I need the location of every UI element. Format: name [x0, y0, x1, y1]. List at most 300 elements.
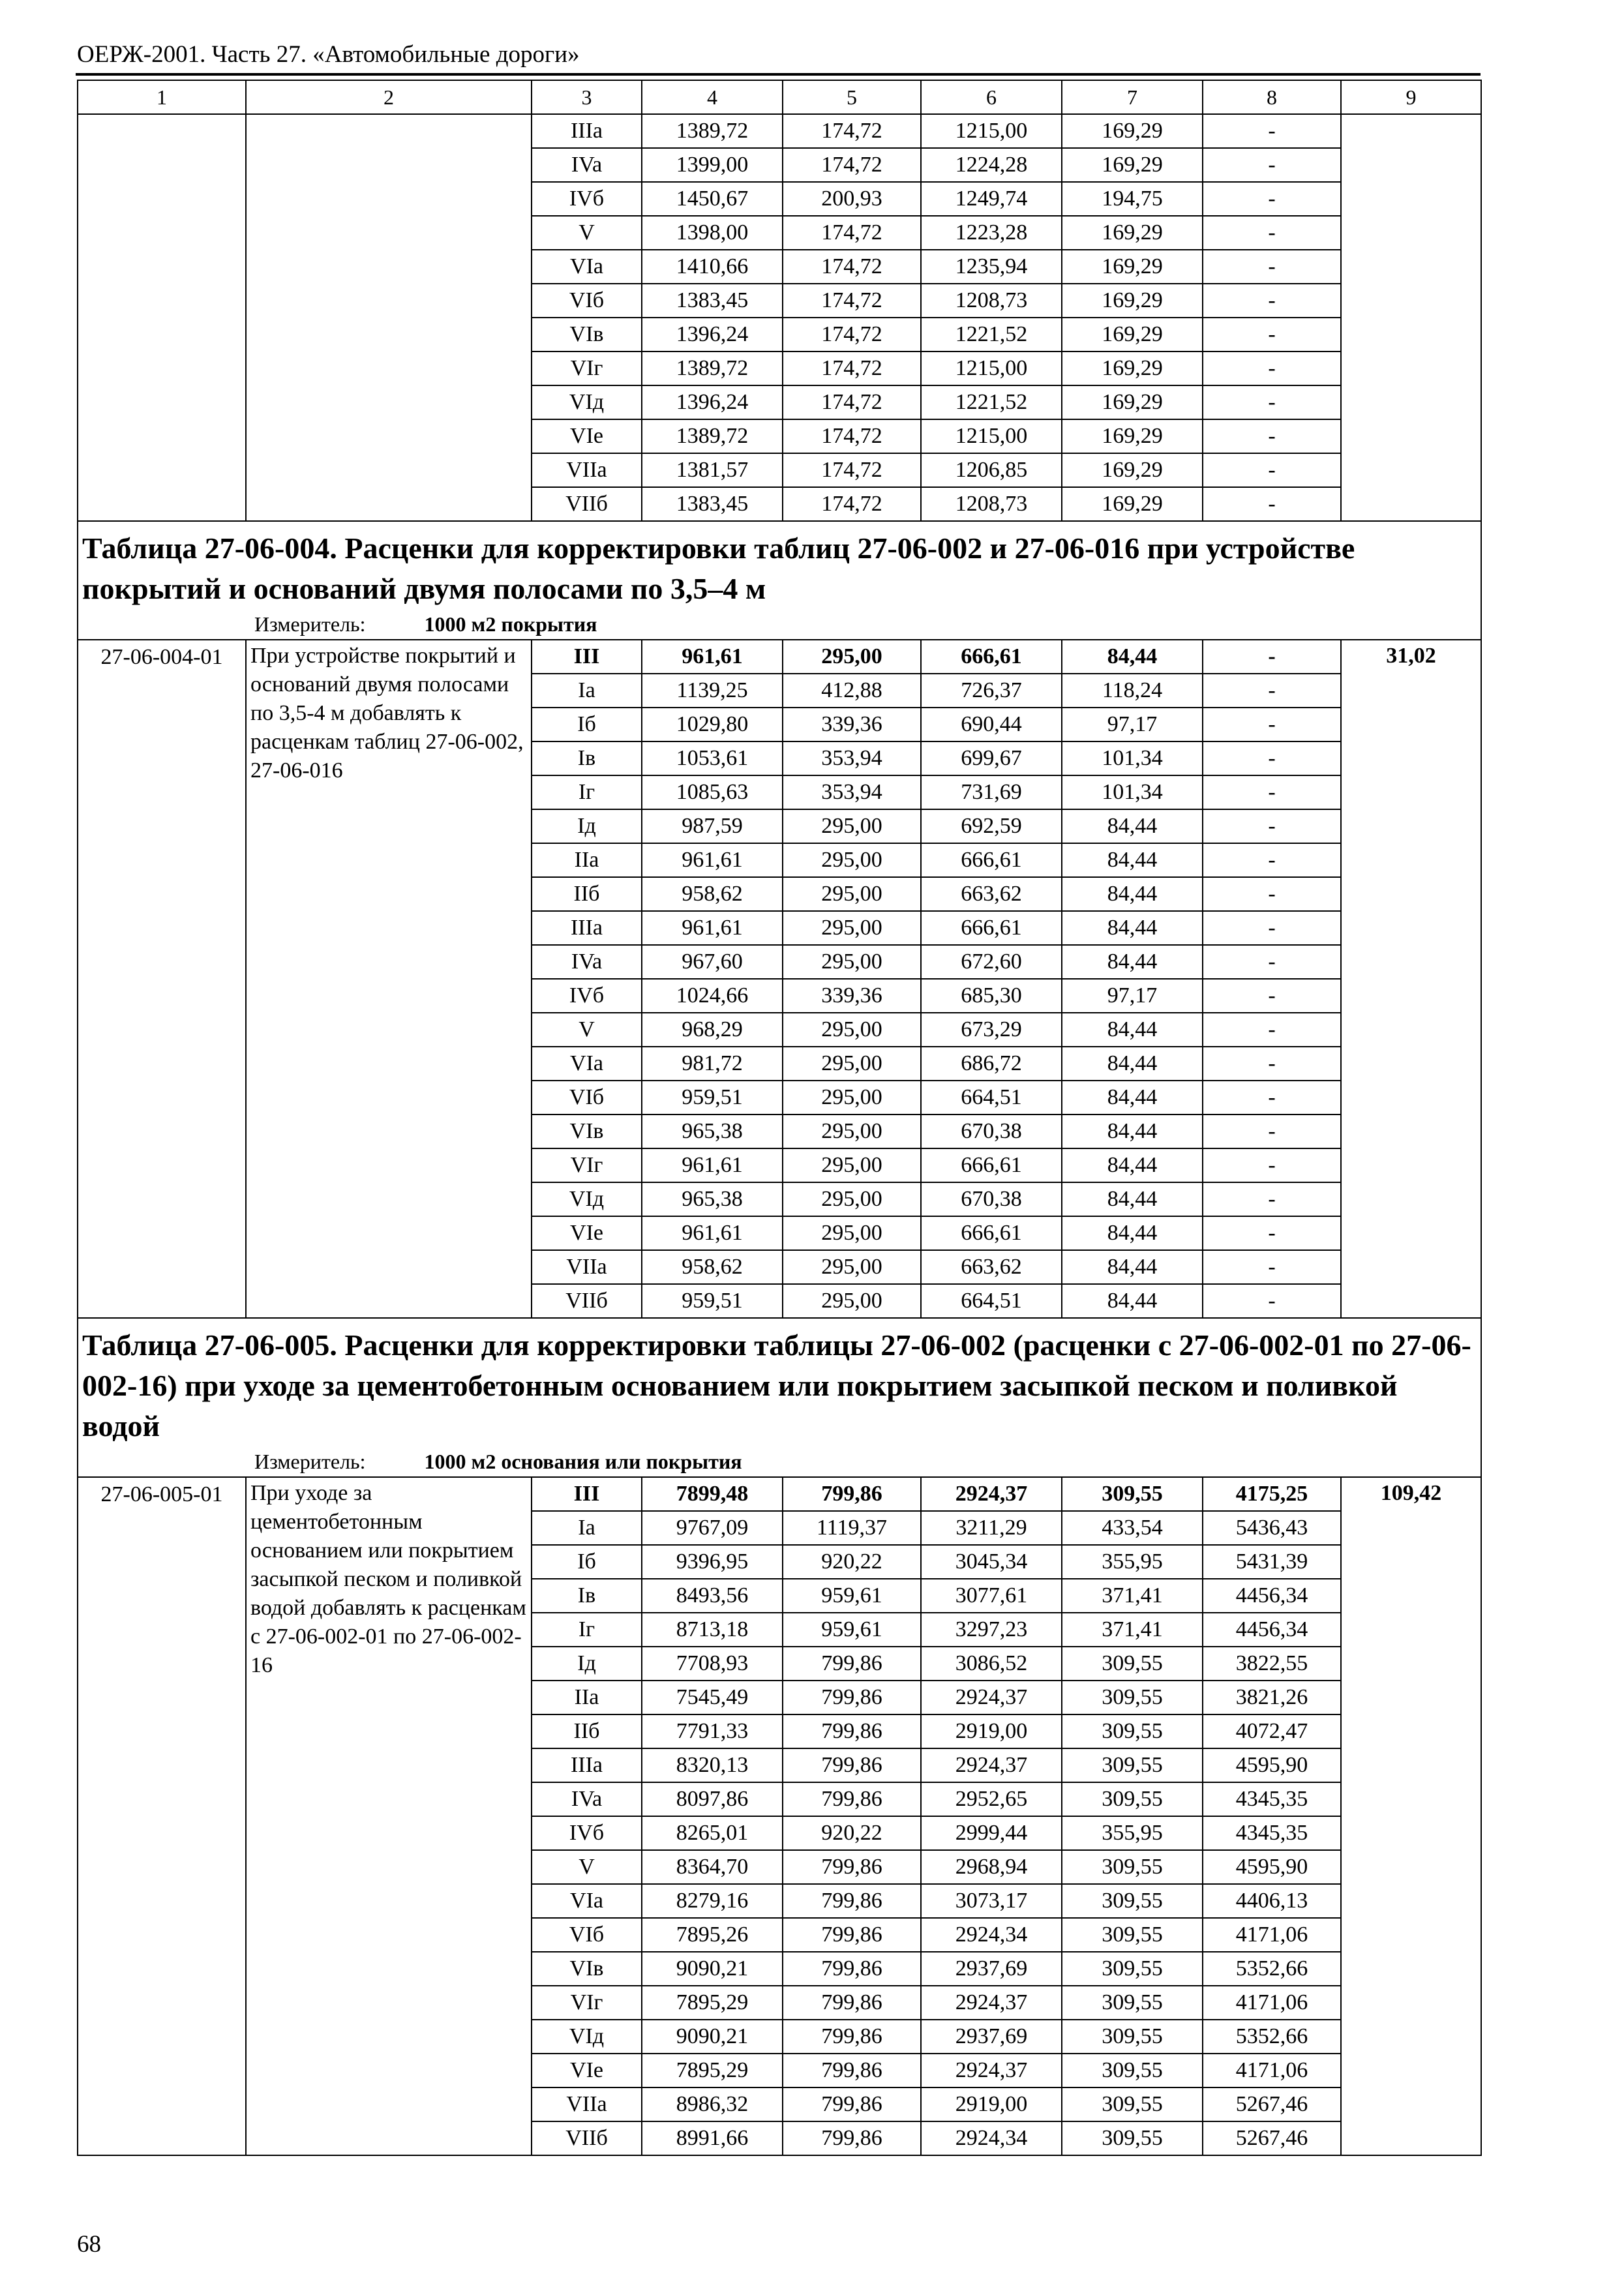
- region-code: VIIб: [532, 1284, 642, 1318]
- wages: 174,72: [783, 284, 921, 318]
- wages: 339,36: [783, 708, 921, 741]
- machine-cost: 699,67: [921, 741, 1062, 775]
- column-number: 7: [1062, 80, 1203, 114]
- column-number: 8: [1203, 80, 1341, 114]
- operator-wages: 169,29: [1062, 487, 1203, 521]
- machine-cost: 2999,44: [921, 1816, 1062, 1850]
- operator-wages: 84,44: [1062, 1216, 1203, 1250]
- machine-cost: 666,61: [921, 911, 1062, 945]
- wages: 799,86: [783, 1782, 921, 1816]
- operator-wages: 101,34: [1062, 741, 1203, 775]
- machine-cost: 673,29: [921, 1013, 1062, 1047]
- operator-wages: 84,44: [1062, 843, 1203, 877]
- table-title: Таблица 27-06-005. Расценки для корректировки таблицы 27-06-002 (расценки с 27-06-002-01 по 27-06-002-16) при уходе за цементобетонным основанием или покрытием засыпкой песком и поливкой водой: [78, 1318, 1481, 1446]
- operator-wages: 97,17: [1062, 708, 1203, 741]
- materials-cost: -: [1203, 708, 1341, 741]
- unit-label: Измеритель:: [254, 1450, 366, 1473]
- region-code: IIa: [532, 843, 642, 877]
- wages: 295,00: [783, 843, 921, 877]
- total-cost: 965,38: [642, 1115, 783, 1148]
- region-code: VIa: [532, 250, 642, 284]
- column-number: 3: [532, 80, 642, 114]
- wages: 799,86: [783, 1884, 921, 1918]
- total-cost: 8364,70: [642, 1850, 783, 1884]
- total-cost: 8279,16: [642, 1884, 783, 1918]
- header-rule: [76, 73, 1481, 76]
- region-code: IVб: [532, 979, 642, 1013]
- region-code: VIIб: [532, 2121, 642, 2155]
- machine-cost: 2924,34: [921, 1918, 1062, 1952]
- labor-cost-col9: 109,42: [1341, 1477, 1481, 2155]
- total-cost: 7895,29: [642, 2054, 783, 2087]
- column-number: 1: [78, 80, 246, 114]
- region-code: Ia: [532, 674, 642, 708]
- operator-wages: 169,29: [1062, 352, 1203, 385]
- total-cost: 958,62: [642, 1250, 783, 1284]
- total-cost: 7899,48: [642, 1477, 783, 1511]
- operator-wages: 194,75: [1062, 182, 1203, 216]
- total-cost: 1381,57: [642, 453, 783, 487]
- operator-wages: 84,44: [1062, 809, 1203, 843]
- materials-cost: -: [1203, 979, 1341, 1013]
- materials-cost: 4171,06: [1203, 2054, 1341, 2087]
- region-code: VIд: [532, 1182, 642, 1216]
- total-cost: 8991,66: [642, 2121, 783, 2155]
- region-code: VIe: [532, 2054, 642, 2087]
- operator-wages: 169,29: [1062, 318, 1203, 352]
- machine-cost: 1215,00: [921, 352, 1062, 385]
- table-title-row: [78, 1318, 1481, 1446]
- wages: 799,86: [783, 2121, 921, 2155]
- machine-cost: 1223,28: [921, 216, 1062, 250]
- labor-cost-col9: 31,02: [1341, 640, 1481, 1318]
- region-code: IIIa: [532, 1748, 642, 1782]
- materials-cost: 4072,47: [1203, 1714, 1341, 1748]
- operator-wages: 84,44: [1062, 1115, 1203, 1148]
- materials-cost: 5267,46: [1203, 2087, 1341, 2121]
- region-code: VIд: [532, 385, 642, 419]
- materials-cost: -: [1203, 216, 1341, 250]
- region-code: Iб: [532, 1545, 642, 1579]
- total-cost: 967,60: [642, 945, 783, 979]
- machine-cost: 666,61: [921, 1148, 1062, 1182]
- operator-wages: 84,44: [1062, 1013, 1203, 1047]
- total-cost: 1450,67: [642, 182, 783, 216]
- total-cost: 959,51: [642, 1284, 783, 1318]
- wages: 174,72: [783, 216, 921, 250]
- materials-cost: 4595,90: [1203, 1748, 1341, 1782]
- total-cost: 7708,93: [642, 1647, 783, 1681]
- materials-cost: -: [1203, 640, 1341, 674]
- operator-wages: 84,44: [1062, 1148, 1203, 1182]
- operator-wages: 309,55: [1062, 1782, 1203, 1816]
- operator-wages: 309,55: [1062, 2121, 1203, 2155]
- materials-cost: 4595,90: [1203, 1850, 1341, 1884]
- rates-table-body: [78, 80, 1481, 2155]
- total-cost: 1383,45: [642, 487, 783, 521]
- region-code: IVб: [532, 182, 642, 216]
- machine-cost: 1221,52: [921, 318, 1062, 352]
- region-code: VIIa: [532, 453, 642, 487]
- total-cost: 1410,66: [642, 250, 783, 284]
- operator-wages: 84,44: [1062, 911, 1203, 945]
- machine-cost: 3077,61: [921, 1579, 1062, 1613]
- materials-cost: -: [1203, 1081, 1341, 1115]
- region-code: VIa: [532, 1047, 642, 1081]
- machine-cost: 2919,00: [921, 1714, 1062, 1748]
- machine-cost: 670,38: [921, 1182, 1062, 1216]
- region-code: VIв: [532, 318, 642, 352]
- materials-cost: 3822,55: [1203, 1647, 1341, 1681]
- materials-cost: 4345,35: [1203, 1782, 1341, 1816]
- wages: 174,72: [783, 419, 921, 453]
- wages: 295,00: [783, 877, 921, 911]
- region-code: V: [532, 1013, 642, 1047]
- wages: 339,36: [783, 979, 921, 1013]
- materials-cost: -: [1203, 1148, 1341, 1182]
- machine-cost: 670,38: [921, 1115, 1062, 1148]
- wages: 799,86: [783, 1986, 921, 2020]
- total-cost: 1389,72: [642, 419, 783, 453]
- total-cost: 961,61: [642, 1216, 783, 1250]
- machine-cost: 690,44: [921, 708, 1062, 741]
- total-cost: 965,38: [642, 1182, 783, 1216]
- region-code: Iб: [532, 708, 642, 741]
- operator-wages: 84,44: [1062, 640, 1203, 674]
- wages: 799,86: [783, 1477, 921, 1511]
- total-cost: 8320,13: [642, 1748, 783, 1782]
- total-cost: 1053,61: [642, 741, 783, 775]
- rate-code: 27-06-004-01: [78, 640, 246, 1318]
- materials-cost: -: [1203, 1115, 1341, 1148]
- total-cost: 1024,66: [642, 979, 783, 1013]
- materials-cost: -: [1203, 419, 1341, 453]
- machine-cost: 2937,69: [921, 1952, 1062, 1986]
- total-cost: 8265,01: [642, 1816, 783, 1850]
- operator-wages: 309,55: [1062, 1647, 1203, 1681]
- operator-wages: 355,95: [1062, 1545, 1203, 1579]
- materials-cost: -: [1203, 284, 1341, 318]
- column-number: 2: [246, 80, 532, 114]
- machine-cost: 1215,00: [921, 419, 1062, 453]
- total-cost: 1396,24: [642, 318, 783, 352]
- operator-wages: 118,24: [1062, 674, 1203, 708]
- machine-cost: 663,62: [921, 1250, 1062, 1284]
- materials-cost: -: [1203, 1284, 1341, 1318]
- machine-cost: 2937,69: [921, 2020, 1062, 2054]
- materials-cost: -: [1203, 318, 1341, 352]
- machine-cost: 2924,37: [921, 1477, 1062, 1511]
- region-code: IVб: [532, 1816, 642, 1850]
- operator-wages: 84,44: [1062, 877, 1203, 911]
- operator-wages: 169,29: [1062, 216, 1203, 250]
- wages: 295,00: [783, 911, 921, 945]
- operator-wages: 101,34: [1062, 775, 1203, 809]
- operator-wages: 169,29: [1062, 114, 1203, 148]
- machine-cost: 2968,94: [921, 1850, 1062, 1884]
- materials-cost: 4456,34: [1203, 1613, 1341, 1647]
- region-code: VIa: [532, 1884, 642, 1918]
- operator-wages: 371,41: [1062, 1579, 1203, 1613]
- machine-cost: 692,59: [921, 809, 1062, 843]
- materials-cost: -: [1203, 674, 1341, 708]
- region-code: VIг: [532, 1148, 642, 1182]
- machine-cost: 1224,28: [921, 148, 1062, 182]
- region-code: VIe: [532, 1216, 642, 1250]
- materials-cost: -: [1203, 741, 1341, 775]
- operator-wages: 84,44: [1062, 1047, 1203, 1081]
- wages: 959,61: [783, 1613, 921, 1647]
- wages: 295,00: [783, 1250, 921, 1284]
- materials-cost: -: [1203, 1013, 1341, 1047]
- region-code: Iв: [532, 1579, 642, 1613]
- wages: 799,86: [783, 1748, 921, 1782]
- region-code: VIIa: [532, 2087, 642, 2121]
- unit-value: 1000 м2 основания или покрытия: [424, 1450, 742, 1473]
- materials-cost: 4171,06: [1203, 1986, 1341, 2020]
- materials-cost: 5267,46: [1203, 2121, 1341, 2155]
- materials-cost: 5436,43: [1203, 1511, 1341, 1545]
- region-code: V: [532, 216, 642, 250]
- total-cost: 8097,86: [642, 1782, 783, 1816]
- operator-wages: 84,44: [1062, 1250, 1203, 1284]
- machine-cost: 2924,34: [921, 2121, 1062, 2155]
- materials-cost: 5352,66: [1203, 1952, 1341, 1986]
- total-cost: 987,59: [642, 809, 783, 843]
- total-cost: 961,61: [642, 843, 783, 877]
- region-code: VIв: [532, 1952, 642, 1986]
- operator-wages: 169,29: [1062, 284, 1203, 318]
- machine-cost: 3086,52: [921, 1647, 1062, 1681]
- total-cost: 7545,49: [642, 1681, 783, 1714]
- machine-cost: 2924,37: [921, 1681, 1062, 1714]
- wages: 799,86: [783, 2087, 921, 2121]
- machine-cost: 686,72: [921, 1047, 1062, 1081]
- unit-row: [78, 1446, 1481, 1477]
- wages: 295,00: [783, 809, 921, 843]
- region-code: IIIa: [532, 114, 642, 148]
- materials-cost: 4171,06: [1203, 1918, 1341, 1952]
- materials-cost: -: [1203, 114, 1341, 148]
- wages: 174,72: [783, 148, 921, 182]
- materials-cost: -: [1203, 945, 1341, 979]
- wages: 799,86: [783, 1714, 921, 1748]
- wages: 353,94: [783, 741, 921, 775]
- operator-wages: 84,44: [1062, 1284, 1203, 1318]
- operator-wages: 84,44: [1062, 1182, 1203, 1216]
- operator-wages: 309,55: [1062, 1681, 1203, 1714]
- materials-cost: -: [1203, 385, 1341, 419]
- operator-wages: 169,29: [1062, 419, 1203, 453]
- wages: 799,86: [783, 1647, 921, 1681]
- wages: 295,00: [783, 1115, 921, 1148]
- region-code: VIг: [532, 352, 642, 385]
- page-number: 68: [77, 2231, 101, 2258]
- wages: 174,72: [783, 250, 921, 284]
- machine-cost: 1208,73: [921, 487, 1062, 521]
- total-cost: 961,61: [642, 640, 783, 674]
- region-code: VIв: [532, 1115, 642, 1148]
- operator-wages: 84,44: [1062, 1081, 1203, 1115]
- machine-cost: 2924,37: [921, 2054, 1062, 2087]
- materials-cost: -: [1203, 911, 1341, 945]
- total-cost: 1139,25: [642, 674, 783, 708]
- materials-cost: -: [1203, 1216, 1341, 1250]
- operator-wages: 371,41: [1062, 1613, 1203, 1647]
- page-header-title: ОЕРЖ-2001. Часть 27. «Автомобильные дороги»: [77, 41, 580, 68]
- total-cost: 981,72: [642, 1047, 783, 1081]
- materials-cost: -: [1203, 453, 1341, 487]
- materials-cost: -: [1203, 809, 1341, 843]
- unit-label: Измеритель:: [254, 612, 366, 636]
- operator-wages: 169,29: [1062, 148, 1203, 182]
- total-cost: 1389,72: [642, 352, 783, 385]
- operator-wages: 84,44: [1062, 945, 1203, 979]
- total-cost: 961,61: [642, 1148, 783, 1182]
- rates-table: [77, 80, 1482, 2156]
- wages: 174,72: [783, 487, 921, 521]
- materials-cost: -: [1203, 352, 1341, 385]
- materials-cost: -: [1203, 148, 1341, 182]
- operator-wages: 309,55: [1062, 1986, 1203, 2020]
- machine-cost: 672,60: [921, 945, 1062, 979]
- machine-cost: 2924,37: [921, 1748, 1062, 1782]
- operator-wages: 97,17: [1062, 979, 1203, 1013]
- region-code: IVa: [532, 1782, 642, 1816]
- region-code: IIa: [532, 1681, 642, 1714]
- column-number-row: [78, 80, 1481, 114]
- operator-wages: 309,55: [1062, 1918, 1203, 1952]
- region-code: IIб: [532, 877, 642, 911]
- wages: 799,86: [783, 1850, 921, 1884]
- materials-cost: -: [1203, 182, 1341, 216]
- wages: 295,00: [783, 640, 921, 674]
- wages: 353,94: [783, 775, 921, 809]
- materials-cost: -: [1203, 1182, 1341, 1216]
- region-code: VIб: [532, 1918, 642, 1952]
- table-row: [78, 640, 1481, 674]
- operator-wages: 309,55: [1062, 1952, 1203, 1986]
- table-title-row: [78, 521, 1481, 609]
- total-cost: 8986,32: [642, 2087, 783, 2121]
- wages: 799,86: [783, 2054, 921, 2087]
- operator-wages: 309,55: [1062, 1748, 1203, 1782]
- machine-cost: 664,51: [921, 1284, 1062, 1318]
- machine-cost: 1206,85: [921, 453, 1062, 487]
- region-code: VIIб: [532, 487, 642, 521]
- materials-cost: -: [1203, 487, 1341, 521]
- materials-cost: 3821,26: [1203, 1681, 1341, 1714]
- machine-cost: 1208,73: [921, 284, 1062, 318]
- total-cost: 958,62: [642, 877, 783, 911]
- materials-cost: -: [1203, 877, 1341, 911]
- wages: 295,00: [783, 1284, 921, 1318]
- region-code: Ia: [532, 1511, 642, 1545]
- total-cost: 1085,63: [642, 775, 783, 809]
- wages: 295,00: [783, 945, 921, 979]
- total-cost: 1396,24: [642, 385, 783, 419]
- total-cost: 8493,56: [642, 1579, 783, 1613]
- materials-cost: -: [1203, 1047, 1341, 1081]
- region-code: VIб: [532, 1081, 642, 1115]
- unit-value: 1000 м2 покрытия: [424, 612, 597, 636]
- wages: 295,00: [783, 1013, 921, 1047]
- wages: 295,00: [783, 1047, 921, 1081]
- description-cell: [246, 114, 532, 521]
- machine-cost: 3211,29: [921, 1511, 1062, 1545]
- region-code: III: [532, 1477, 642, 1511]
- column-number: 6: [921, 80, 1062, 114]
- wages: 1119,37: [783, 1511, 921, 1545]
- materials-cost: -: [1203, 843, 1341, 877]
- total-cost: 1398,00: [642, 216, 783, 250]
- total-cost: 968,29: [642, 1013, 783, 1047]
- wages: 174,72: [783, 453, 921, 487]
- total-cost: 9396,95: [642, 1545, 783, 1579]
- unit-row: [78, 609, 1481, 640]
- wages: 174,72: [783, 114, 921, 148]
- machine-cost: 663,62: [921, 877, 1062, 911]
- machine-cost: 2919,00: [921, 2087, 1062, 2121]
- machine-cost: 2924,37: [921, 1986, 1062, 2020]
- wages: 295,00: [783, 1148, 921, 1182]
- total-cost: 1383,45: [642, 284, 783, 318]
- machine-cost: 726,37: [921, 674, 1062, 708]
- column-number: 9: [1341, 80, 1481, 114]
- table-row: [78, 1477, 1481, 1511]
- region-code: Iг: [532, 775, 642, 809]
- wages: 959,61: [783, 1579, 921, 1613]
- machine-cost: 1215,00: [921, 114, 1062, 148]
- total-cost: 9090,21: [642, 1952, 783, 1986]
- total-cost: 1399,00: [642, 148, 783, 182]
- region-code: IVa: [532, 148, 642, 182]
- code-cell: [78, 114, 246, 521]
- materials-cost: 5352,66: [1203, 2020, 1341, 2054]
- wages: 920,22: [783, 1816, 921, 1850]
- operator-wages: 309,55: [1062, 2087, 1203, 2121]
- operator-wages: 169,29: [1062, 250, 1203, 284]
- materials-cost: 4175,25: [1203, 1477, 1341, 1511]
- wages: 295,00: [783, 1216, 921, 1250]
- unit-row: [78, 1446, 1481, 1477]
- machine-cost: 3045,34: [921, 1545, 1062, 1579]
- operator-wages: 355,95: [1062, 1816, 1203, 1850]
- region-code: VIг: [532, 1986, 642, 2020]
- total-cost: 959,51: [642, 1081, 783, 1115]
- machine-cost: 1235,94: [921, 250, 1062, 284]
- total-cost: 1389,72: [642, 114, 783, 148]
- wages: 174,72: [783, 352, 921, 385]
- machine-cost: 685,30: [921, 979, 1062, 1013]
- col9-cell: [1341, 114, 1481, 521]
- materials-cost: -: [1203, 775, 1341, 809]
- total-cost: 9767,09: [642, 1511, 783, 1545]
- machine-cost: 664,51: [921, 1081, 1062, 1115]
- machine-cost: 2952,65: [921, 1782, 1062, 1816]
- total-cost: 1029,80: [642, 708, 783, 741]
- region-code: Iв: [532, 741, 642, 775]
- operator-wages: 309,55: [1062, 1850, 1203, 1884]
- unit-row: [78, 609, 1481, 640]
- total-cost: 7791,33: [642, 1714, 783, 1748]
- machine-cost: 666,61: [921, 1216, 1062, 1250]
- operator-wages: 309,55: [1062, 1884, 1203, 1918]
- region-code: V: [532, 1850, 642, 1884]
- rate-description: При уходе за цементобетонным основанием или покрытием засыпкой песком и поливкой водой добавлять к расценкам с 27-06-002-01 по 27-06-002-16: [246, 1477, 532, 2155]
- table-title: Таблица 27-06-004. Расценки для корректировки таблиц 27-06-002 и 27-06-016 при устройстве покрытий и оснований двумя полосами по 3,5–4 м: [78, 521, 1481, 609]
- machine-cost: 3073,17: [921, 1884, 1062, 1918]
